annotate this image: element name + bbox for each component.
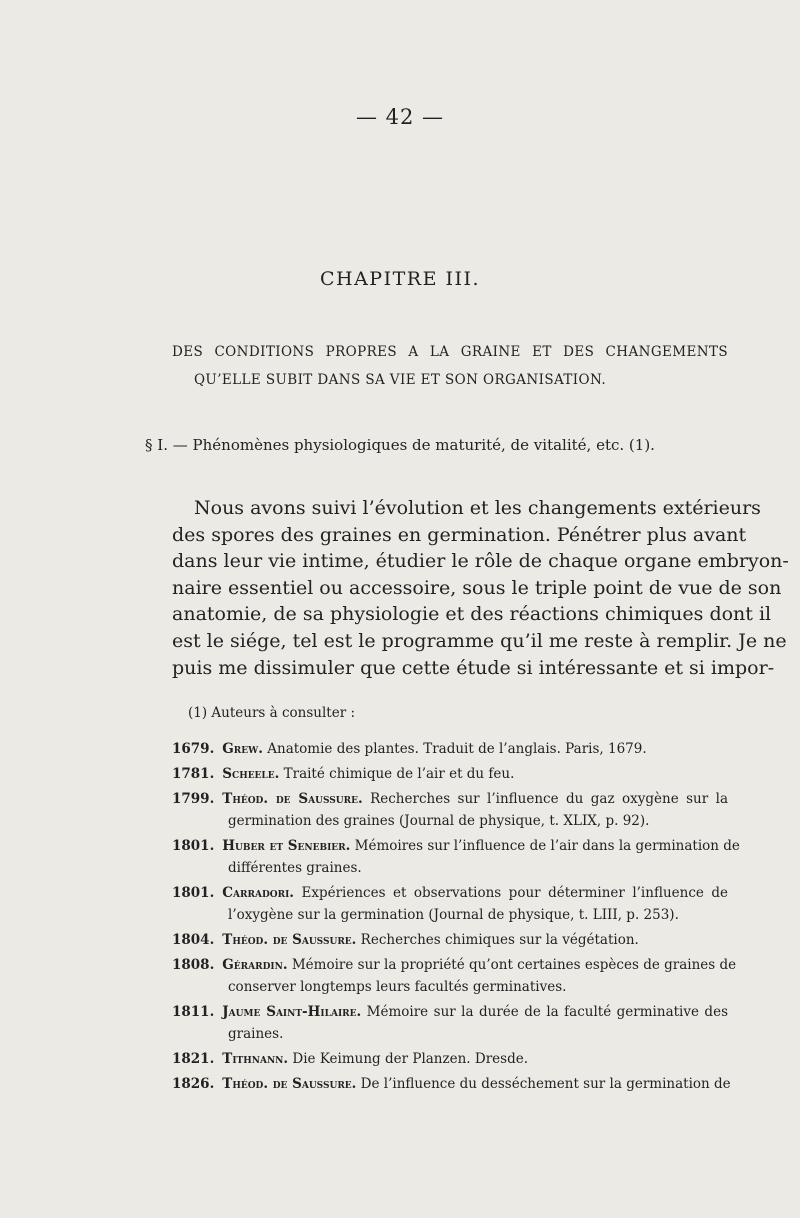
reference-text: différentes graines.: [228, 860, 362, 876]
body-line: est le siége, tel est le programme qu’il me reste à remplir. Je ne: [172, 629, 787, 652]
reference-text: Recherches chimiques sur la végétation.: [360, 932, 639, 948]
reference-entry: [172, 738, 728, 760]
reference-year: 1801.: [172, 838, 215, 854]
reference-author: Tithnann.: [222, 1051, 289, 1067]
page-number: — 42 —: [355, 105, 445, 129]
reference-text: Recherches sur l’influence du gaz oxygène sur la: [370, 791, 729, 807]
reference-entry: [172, 954, 737, 998]
reference-text: Expériences et observations pour déterminer l’influence de: [301, 885, 728, 901]
reference-year: 1781.: [172, 766, 215, 782]
body-line: puis me dissimuler que cette étude si intéressante et si impor-: [172, 656, 775, 679]
reference-author: Carradori.: [222, 885, 294, 901]
reference-text: Anatomie des plantes. Traduit de l’anglais. Paris, 1679.: [267, 741, 647, 757]
reference-text: Mémoire sur la durée de la faculté germinative des: [366, 1004, 728, 1020]
reference-author: Huber et Senebier.: [222, 838, 351, 854]
reference-entry: [172, 1073, 731, 1095]
reference-text: De l’influence du desséchement sur la germination de: [360, 1076, 731, 1092]
chapter-subtitle-line-1: DES CONDITIONS PROPRES A LA GRAINE ET DES CHANGEMENTS: [172, 344, 728, 360]
reference-entry: [172, 1048, 728, 1070]
body-line: dans leur vie intime, étudier le rôle de chaque organe embryon-: [172, 550, 789, 573]
reference-author: Théod. de Saussure.: [222, 1076, 357, 1092]
body-line: des spores des graines en germination. Pénétrer plus avant: [172, 523, 747, 546]
reference-year: 1801.: [172, 885, 215, 901]
reference-author: Scheele.: [222, 766, 280, 782]
chapter-subtitle-line-2: QU’ELLE SUBIT DANS SA VIE ET SON ORGANISATION.: [193, 372, 607, 388]
reference-text: Mémoire sur la propriété qu’ont certaines espèces de graines de: [291, 957, 737, 973]
reference-year: 1826.: [172, 1076, 215, 1092]
reference-year: 1679.: [172, 741, 215, 757]
reference-year: 1804.: [172, 932, 215, 948]
reference-author: Théod. de Saussure.: [222, 932, 357, 948]
reference-list: [172, 738, 740, 1098]
reference-text: graines.: [228, 1026, 284, 1042]
reference-year: 1808.: [172, 957, 215, 973]
reference-text: conserver longtemps leurs facultés germinatives.: [228, 979, 567, 995]
reference-author: Théod. de Saussure.: [222, 791, 363, 807]
chapter-title: CHAPITRE III.: [319, 268, 481, 290]
reference-author: Grew.: [222, 741, 263, 757]
reference-text: Die Keimung der Planzen. Dresde.: [292, 1051, 528, 1067]
section-heading: § I. — Phénomènes physiologiques de maturité, de vitalité, etc. (1).: [145, 436, 655, 454]
body-line: Nous avons suivi l’évolution et les changements extérieurs: [194, 497, 761, 519]
reference-author: Jaume Saint-Hilaire.: [222, 1004, 362, 1020]
reference-year: 1821.: [172, 1051, 215, 1067]
reference-entry: [172, 929, 728, 951]
reference-year: 1799.: [172, 791, 215, 807]
reference-entry: [172, 835, 740, 879]
reference-text: Traité chimique de l’air et du feu.: [283, 766, 515, 782]
body-line: naire essentiel ou accessoire, sous le triple point de vue de son: [172, 576, 782, 599]
reference-year: 1811.: [172, 1004, 215, 1020]
reference-entry: [172, 788, 728, 832]
reference-text: germination des graines (Journal de physique, t. XLIX, p. 92).: [228, 813, 650, 829]
footnote-heading: (1) Auteurs à consulter :: [188, 705, 356, 721]
reference-author: Gérardin.: [222, 957, 288, 973]
reference-text: l’oxygène sur la germination (Journal de physique, t. LIII, p. 253).: [228, 907, 679, 923]
reference-text: Mémoires sur l’influence de l’air dans la germination de: [354, 838, 740, 854]
body-line: anatomie, de sa physiologie et des réactions chimiques dont il: [172, 603, 772, 626]
reference-entry: [172, 763, 728, 785]
body-paragraph: [172, 495, 789, 681]
reference-entry: [172, 1001, 728, 1045]
reference-entry: [172, 882, 728, 926]
